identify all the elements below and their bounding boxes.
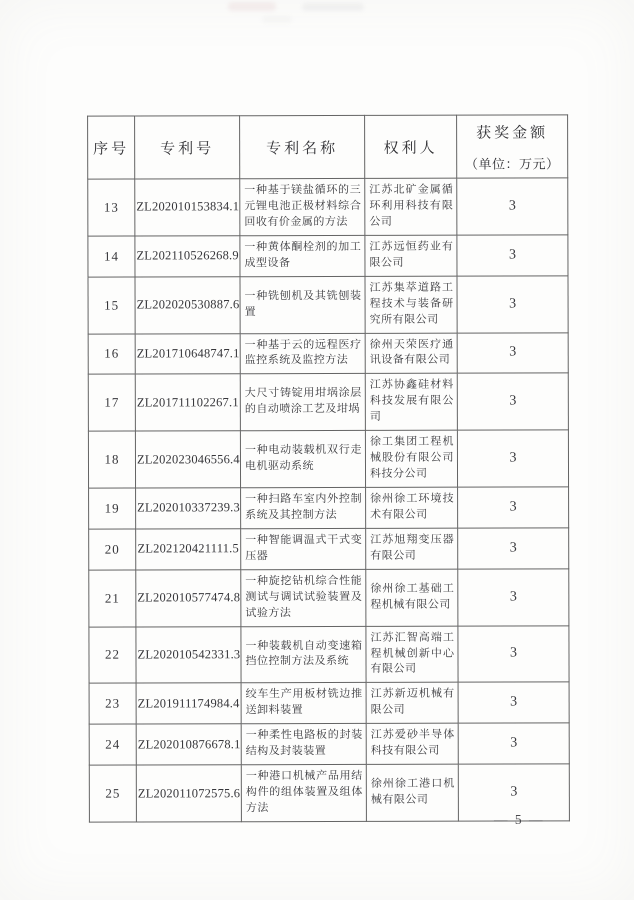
cell-patent-number: ZL202010542331.3 <box>136 626 241 683</box>
cell-patent-number: ZL202020530887.6 <box>135 276 240 333</box>
cell-patent-number: ZL202010153834.1 <box>135 179 240 236</box>
cell-patent-number: ZL202010876678.1 <box>136 724 241 765</box>
cell-patent-number: ZL201711102267.1 <box>135 374 240 431</box>
cell-patent-number: ZL201911174984.4 <box>136 683 241 724</box>
scan-bleed-mark <box>302 3 364 11</box>
award-amount-unit: （单位：万元） <box>464 155 560 172</box>
table-row <box>88 235 568 277</box>
cell-patent-number: ZL202010577474.8 <box>136 569 241 626</box>
cell-patent-number: ZL202010337239.3 <box>136 488 241 529</box>
header-row <box>88 115 568 179</box>
cell-serial-number: 25 <box>89 765 136 822</box>
cell-award-amount: 3 <box>457 276 568 333</box>
cell-serial-number: 13 <box>88 179 135 236</box>
patent-award-table <box>87 114 570 822</box>
cell-serial-number: 17 <box>88 374 135 431</box>
cell-serial-number: 19 <box>89 488 136 529</box>
cell-award-amount: 3 <box>458 569 569 626</box>
cell-patent-number: ZL202011072575.6 <box>136 765 241 822</box>
cell-patent-name: 绞车生产用板材铣边推送卸料装置 <box>241 683 366 724</box>
table-row <box>88 373 568 431</box>
header-award-amount <box>457 115 568 178</box>
cell-award-amount: 3 <box>458 487 569 528</box>
cell-award-amount: 3 <box>458 764 569 821</box>
cell-award-amount: 3 <box>457 373 568 430</box>
cell-patent-name: 一种基于镁盐循环的三元锂电池正极材料综合回收有价金属的方法 <box>240 178 365 235</box>
cell-rights-holder: 江苏远恒药业有限公司 <box>365 235 457 276</box>
cell-rights-holder: 江苏北矿金属循环利用科技有限公司 <box>365 178 457 235</box>
award-amount-title: 获奖金额 <box>476 124 549 142</box>
cell-patent-name: 一种黄体酮栓剂的加工成型设备 <box>240 235 365 276</box>
header-patent-number: 专利号 <box>135 116 240 179</box>
table-header <box>88 115 568 179</box>
table-row <box>88 178 568 236</box>
table-row <box>89 569 569 627</box>
cell-rights-holder: 江苏协鑫硅材料科技发展有限公司 <box>365 374 457 431</box>
cell-patent-name: 一种智能调温式干式变压器 <box>241 528 366 569</box>
cell-rights-holder: 江苏新迈机械有限公司 <box>366 683 458 724</box>
table-row <box>89 528 569 570</box>
cell-patent-number: ZL202110526268.9 <box>135 236 240 277</box>
cell-award-amount: 3 <box>457 178 568 235</box>
cell-patent-number: ZL201710648747.1 <box>135 333 240 374</box>
cell-patent-name: 一种基于云的远程医疗监控系统及监控方法 <box>240 333 365 374</box>
header-rights-holder: 权利人 <box>365 115 457 178</box>
cell-rights-holder: 徐州徐工港口机械有限公司 <box>366 764 458 821</box>
cell-serial-number: 15 <box>88 277 135 334</box>
cell-patent-number: ZL202120421111.5 <box>136 529 241 570</box>
cell-patent-name: 一种旋挖钻机综合性能测试与调试试验装置及试验方法 <box>241 569 366 626</box>
cell-award-amount: 3 <box>458 723 569 764</box>
header-patent-name: 专利名称 <box>240 115 365 178</box>
cell-award-amount: 3 <box>458 625 569 682</box>
table-body <box>88 178 570 822</box>
cell-award-amount: 3 <box>457 332 568 373</box>
cell-patent-name: 一种柔性电路板的封装结构及封装装置 <box>241 724 366 765</box>
table-row <box>88 276 568 334</box>
cell-serial-number: 14 <box>88 236 135 277</box>
cell-award-amount: 3 <box>458 528 569 569</box>
cell-award-amount: 3 <box>457 430 568 487</box>
table-row <box>89 682 569 724</box>
cell-patent-name: 一种铣刨机及其铣刨装置 <box>240 276 365 333</box>
cell-serial-number: 24 <box>89 724 136 765</box>
cell-serial-number: 22 <box>89 627 136 684</box>
scan-bleed-mark <box>228 2 276 11</box>
cell-rights-holder: 徐州天荣医疗通讯设备有限公司 <box>365 333 457 374</box>
cell-patent-name: 一种港口机械产品用结构件的组体装置及组体方法 <box>241 765 366 822</box>
cell-rights-holder: 江苏集萃道路工程技术与装备研究所有限公司 <box>365 276 457 333</box>
cell-rights-holder: 徐州徐工环境技术有限公司 <box>366 487 458 528</box>
cell-rights-holder: 徐州徐工基础工程机械有限公司 <box>366 569 458 626</box>
cell-patent-number: ZL202023046556.4 <box>135 431 240 488</box>
cell-serial-number: 16 <box>88 334 135 375</box>
page-number: — 5 — <box>494 812 545 827</box>
header-serial-number: 序号 <box>88 116 135 179</box>
table-row <box>88 430 568 488</box>
cell-patent-name: 一种电动装载机双行走电机驱动系统 <box>240 431 365 488</box>
cell-rights-holder: 徐工集团工程机械股份有限公司科技分公司 <box>365 430 457 487</box>
cell-rights-holder: 江苏汇智高端工程机械创新中心有限公司 <box>366 626 458 683</box>
cell-award-amount: 3 <box>457 235 568 276</box>
cell-award-amount: 3 <box>458 682 569 723</box>
table-row <box>88 332 568 374</box>
cell-patent-name: 一种装载机自动变速箱挡位控制方法及系统 <box>241 626 366 683</box>
cell-serial-number: 20 <box>89 529 136 570</box>
cell-serial-number: 18 <box>88 431 135 488</box>
scan-bleed-mark <box>262 16 292 23</box>
award-amount-header-stack <box>458 121 566 172</box>
table-row <box>89 625 569 683</box>
cell-patent-name: 一种扫路车室内外控制系统及其控制方法 <box>241 487 366 528</box>
cell-rights-holder: 江苏爱砂半导体科技有限公司 <box>366 723 458 764</box>
cell-rights-holder: 江苏旭翔变压器有限公司 <box>366 528 458 569</box>
table-row <box>89 723 569 765</box>
cell-patent-name: 大尺寸铸锭用坩埚涂层的自动喷涂工艺及坩埚 <box>240 374 365 431</box>
cell-serial-number: 23 <box>89 683 136 724</box>
cell-serial-number: 21 <box>89 570 136 627</box>
table-row <box>89 487 569 529</box>
